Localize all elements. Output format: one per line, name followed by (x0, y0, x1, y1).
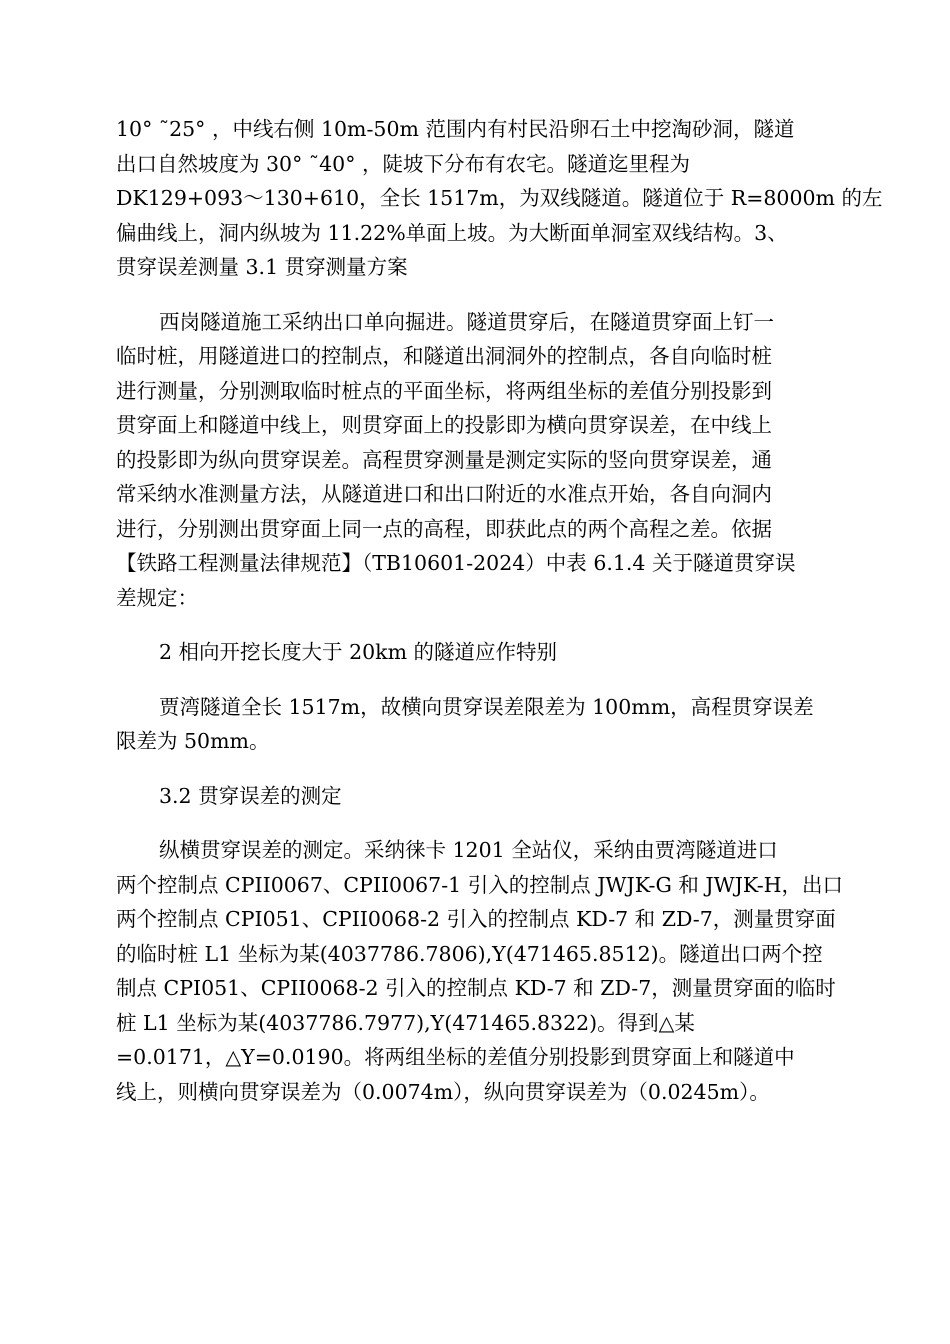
text-line: 制点 CPI051、CPII0068-2 引入的控制点 KD-7 和 ZD-7，测量贯穿面的临时 (116, 976, 836, 1000)
text-line: 桩 L1 坐标为某(4037786.7977),Y(471465.8322)。得到△某 (116, 1010, 695, 1035)
text-line: 进行测量，分别测取临时桩点的平面坐标，将两组坐标的差值分别投影到 (116, 378, 772, 403)
paragraph-special-note (116, 635, 836, 670)
text-line: 2 相向开挖长度大于 20km 的隧道应作特别 (159, 640, 558, 664)
text-line: 的临时桩 L1 坐标为某(4037786.7806),Y(471465.8512)。隧道出口两个控 (116, 941, 823, 966)
paragraph-tolerance (116, 690, 836, 759)
text-line: 线上，则横向贯穿误差为（0.0074m），纵向贯穿误差为（0.0245m）。 (116, 1079, 770, 1104)
paragraph-tunnel-overview (116, 112, 883, 285)
text-line: 进行，分别测出贯穿面上同一点的高程，即获此点的两个高程之差。依据 (116, 516, 772, 541)
text-line: 出口自然坡度为 30° ˜40° ，陡坡下分布有农宅。隧道迄里程为 (116, 151, 690, 176)
text-line: =0.0171，△Y=0.0190。将两组坐标的差值分别投影到贯穿面上和隧道中 (116, 1045, 795, 1069)
paragraph-error-determination (116, 833, 844, 1109)
text-line: 临时桩，用隧道进口的控制点，和隧道出洞洞外的控制点，各自向临时桩 (116, 344, 772, 368)
text-line: 的投影即为纵向贯穿误差。高程贯穿测量是测定实际的竖向贯穿误差，通 (116, 447, 772, 472)
text-line: DK129+093～130+610，全长 1517m，为双线隧道。隧道位于 R=8000m 的左 (116, 186, 883, 210)
text-line: 贾湾隧道全长 1517m，故横向贯穿误差限差为 100mm，高程贯穿误差 (159, 694, 814, 719)
text-line: 限差为 50mm。 (116, 729, 270, 753)
text-line: 两个控制点 CPI051、CPII0068-2 引入的控制点 KD-7 和 ZD-7，测量贯穿面 (116, 907, 836, 931)
text-line: 贯穿面上和隧道中线上，则贯穿面上的投影即为横向贯穿误差，在中线上 (116, 413, 772, 437)
text-line: 贯穿误差测量 3.1 贯穿测量方案 (116, 255, 408, 279)
paragraph-measurement-plan (116, 305, 836, 616)
text-line: 常采纳水准测量方法，从隧道进口和出口附近的水准点开始，各自向洞内 (116, 482, 772, 506)
section-heading (116, 779, 836, 814)
text-line: 西岗隧道施工采纳出口单向掘进。隧道贯穿后，在隧道贯穿面上钉一 (159, 309, 774, 334)
text-line: 10° ˜25° ，中线右侧 10m-50m 范围内有村民沿卵石土中挖淘砂洞，隧道 (116, 117, 795, 141)
text-line: 差规定： (116, 585, 198, 610)
text-line: 纵横贯穿误差的测定。采纳徕卡 1201 全站仪，采纳由贾湾隧道进口 (159, 838, 778, 862)
text-line: 偏曲线上，洞内纵坡为 11.22%单面上坡。为大断面单洞室双线结构。3、 (116, 220, 788, 245)
text-line: 两个控制点 CPII0067、CPII0067-1 引入的控制点 JWJK-G 和 JWJK-H，出口 (116, 872, 844, 897)
document-body (116, 112, 883, 1129)
text-line: 【铁路工程测量法律规范】（TB10601-2024）中表 6.1.4 关于隧道贯穿误 (116, 551, 796, 575)
text-line: 3.2 贯穿误差的测定 (159, 783, 342, 808)
